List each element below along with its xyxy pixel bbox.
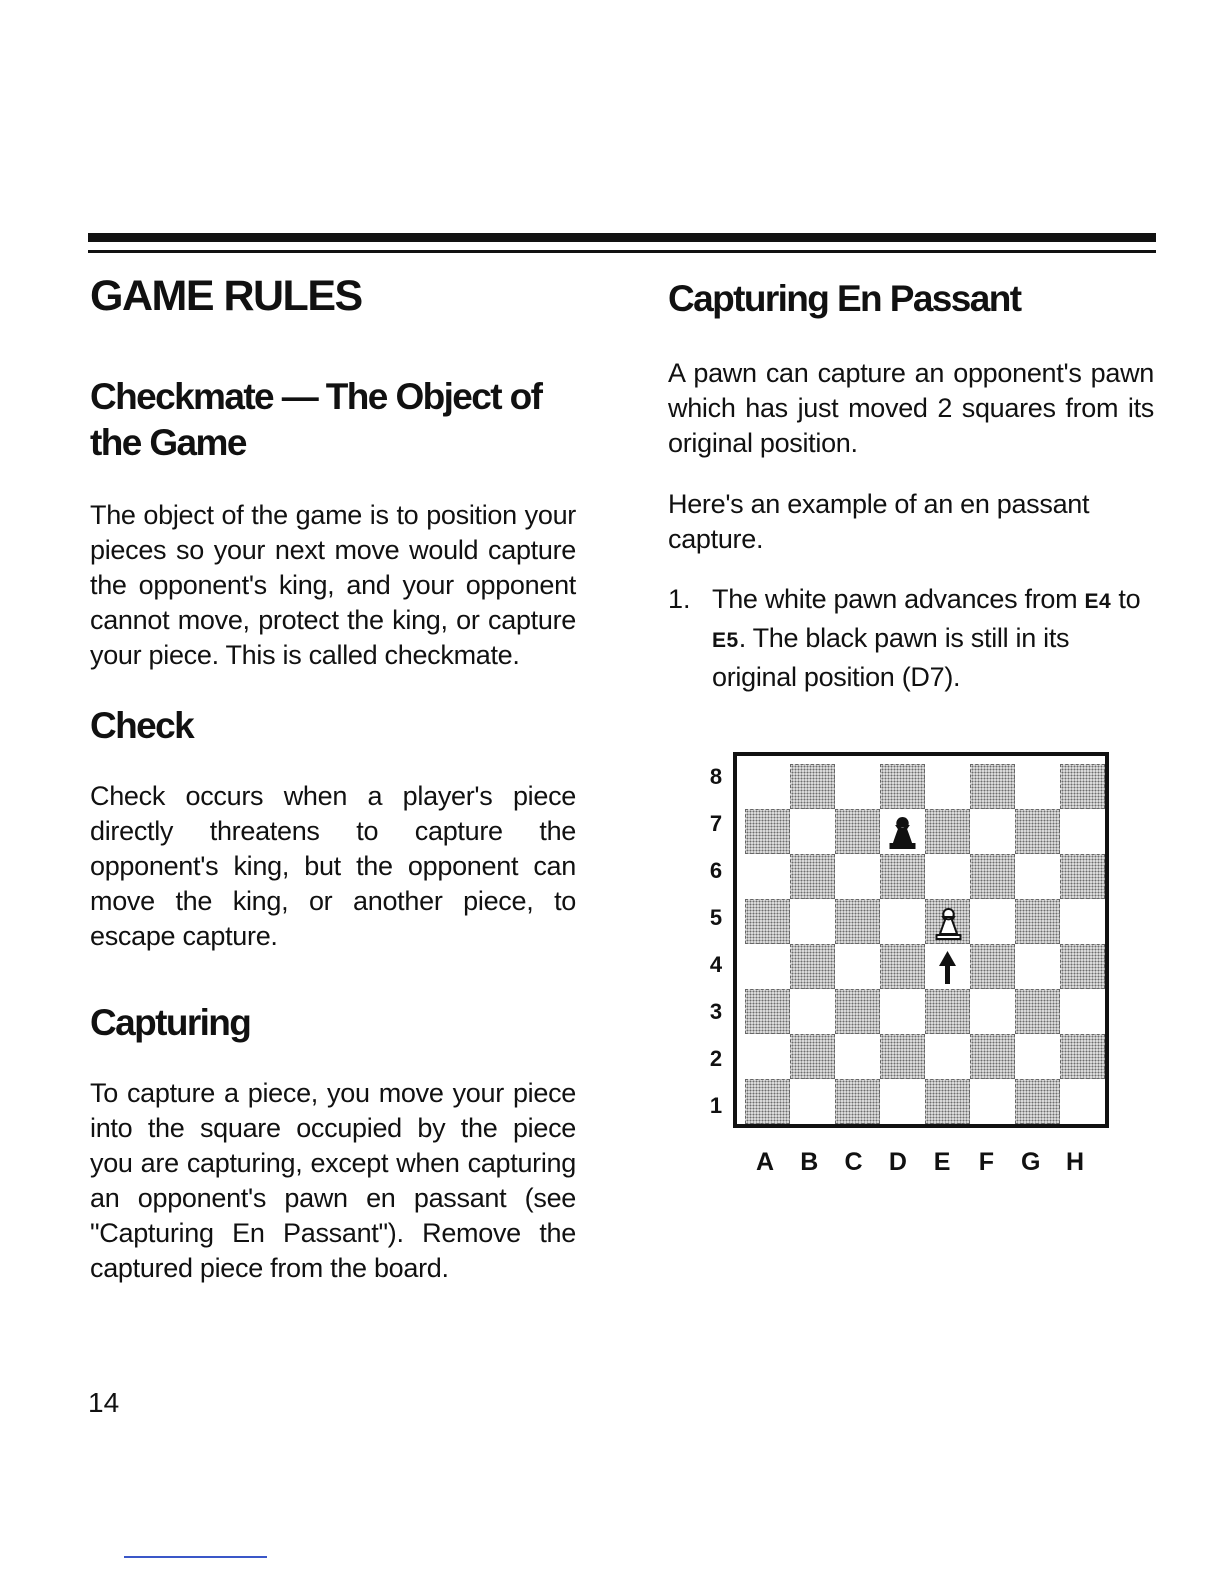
file-label: C	[844, 1148, 863, 1176]
board-square	[835, 854, 880, 899]
board-square	[1015, 809, 1060, 854]
board-square	[790, 989, 835, 1034]
section-body-capturing: To capture a piece, you move your piece into the square occupied by the piece you are capturing, except when capturing an opponent's pawn en passant (see "Capturing En Passant"). Remove the captured piece from the board.	[90, 1078, 576, 1283]
file-label: B	[800, 1148, 819, 1176]
board-square	[1015, 989, 1060, 1034]
file-label: F	[978, 1148, 995, 1176]
board-square	[790, 1079, 835, 1124]
board-square	[925, 764, 970, 809]
board-square	[880, 1079, 925, 1124]
section-heading-check: Check	[90, 705, 194, 746]
page-number: 14	[88, 1387, 120, 1418]
board-square	[745, 989, 790, 1034]
section-heading-checkmate: Checkmate — The Object of the Game	[90, 376, 542, 463]
board-square	[790, 899, 835, 944]
board-square	[835, 899, 880, 944]
section-heading-en-passant: Capturing En Passant	[668, 278, 1021, 319]
board-square	[835, 989, 880, 1034]
board-square	[925, 1079, 970, 1124]
file-labels	[750, 1148, 1090, 1177]
board-square	[970, 1034, 1015, 1079]
board-square	[925, 989, 970, 1034]
board-square	[745, 899, 790, 944]
board-square	[790, 944, 835, 989]
board-square	[970, 989, 1015, 1034]
board-square	[880, 1034, 925, 1079]
board-square	[1015, 764, 1060, 809]
board-square	[1015, 854, 1060, 899]
board-square	[880, 944, 925, 989]
board-square	[970, 1079, 1015, 1124]
board-square	[790, 1034, 835, 1079]
board-square	[835, 1079, 880, 1124]
board-square	[745, 854, 790, 899]
board-square	[745, 809, 790, 854]
board-square	[1015, 1034, 1060, 1079]
board-square	[745, 1079, 790, 1124]
board-square	[880, 899, 925, 944]
right-column	[668, 276, 1154, 696]
left-column	[90, 268, 576, 1286]
file-label: E	[933, 1148, 951, 1176]
board-square	[790, 854, 835, 899]
rank-label: 2	[709, 1046, 723, 1071]
board-square	[1060, 809, 1105, 854]
board-square	[970, 944, 1015, 989]
board-square	[835, 764, 880, 809]
board-square	[1060, 764, 1105, 809]
board-square	[745, 764, 790, 809]
section-body-checkmate: The object of the game is to position your pieces so your next move would capture the opponent's king, and your opponent cannot move, protect the king, or capture your piece. This is called checkmate.	[90, 500, 576, 670]
board-square	[925, 899, 970, 944]
chess-board	[733, 752, 1109, 1128]
board-square	[1015, 1079, 1060, 1124]
board-square	[880, 764, 925, 809]
board-square	[1060, 1079, 1105, 1124]
board-square	[880, 809, 925, 854]
file-label: D	[888, 1148, 907, 1176]
board-square	[925, 809, 970, 854]
footer-line	[124, 1556, 267, 1558]
board-square	[970, 764, 1015, 809]
rank-label: 6	[709, 858, 723, 883]
board-square	[880, 854, 925, 899]
rank-label: 8	[709, 764, 723, 789]
file-label: H	[1065, 1148, 1084, 1176]
header-rule-thick	[88, 233, 1156, 242]
board-square	[835, 1034, 880, 1079]
board-square	[1060, 899, 1105, 944]
rank-label: 7	[709, 811, 723, 836]
square-ref-from: E4	[1084, 590, 1112, 613]
board-square	[1060, 944, 1105, 989]
list-item-number: 1.	[668, 584, 691, 614]
en-passant-example-intro: Here's an example of an en passant capture.	[668, 489, 1090, 554]
board-square	[835, 809, 880, 854]
square-ref-to: E5	[712, 629, 739, 652]
board-square	[790, 764, 835, 809]
rank-label: 1	[709, 1093, 723, 1118]
rank-label: 4	[709, 952, 723, 977]
board-square	[925, 854, 970, 899]
header-rule-thin	[88, 250, 1156, 253]
white-pawn-icon	[926, 900, 971, 945]
board-square	[1060, 854, 1105, 899]
file-label: G	[1020, 1148, 1041, 1176]
board-square	[835, 944, 880, 989]
board-square	[970, 899, 1015, 944]
list-item	[668, 581, 1154, 696]
board-square	[1015, 944, 1060, 989]
list-item-text: The white pawn advances from E4 to E5. The black pawn is still in its original position (D7).	[712, 584, 1141, 692]
board-square	[925, 1034, 970, 1079]
board-square	[1015, 899, 1060, 944]
board-square	[745, 1034, 790, 1079]
chess-board-grid	[745, 764, 1105, 1124]
arrow-up-icon	[925, 944, 970, 989]
rank-label: 3	[709, 999, 723, 1024]
board-square	[745, 944, 790, 989]
rank-label: 5	[709, 905, 723, 930]
board-square	[970, 809, 1015, 854]
black-pawn-icon	[880, 809, 925, 854]
board-square	[880, 989, 925, 1034]
en-passant-intro: A pawn can capture an opponent's pawn which has just moved 2 squares from its original position.	[668, 358, 1154, 458]
section-heading-capturing: Capturing	[90, 1002, 251, 1043]
section-body-check: Check occurs when a player's piece directly threatens to capture the opponent's king, but the opponent can move the king, or another piece, to escape capture.	[90, 781, 576, 951]
board-square	[925, 944, 970, 989]
board-square	[1060, 989, 1105, 1034]
page-title: GAME RULES	[90, 272, 362, 320]
board-square	[1060, 1034, 1105, 1079]
board-square	[790, 809, 835, 854]
file-label: A	[755, 1148, 775, 1176]
rank-labels	[706, 764, 726, 1140]
board-square	[970, 854, 1015, 899]
